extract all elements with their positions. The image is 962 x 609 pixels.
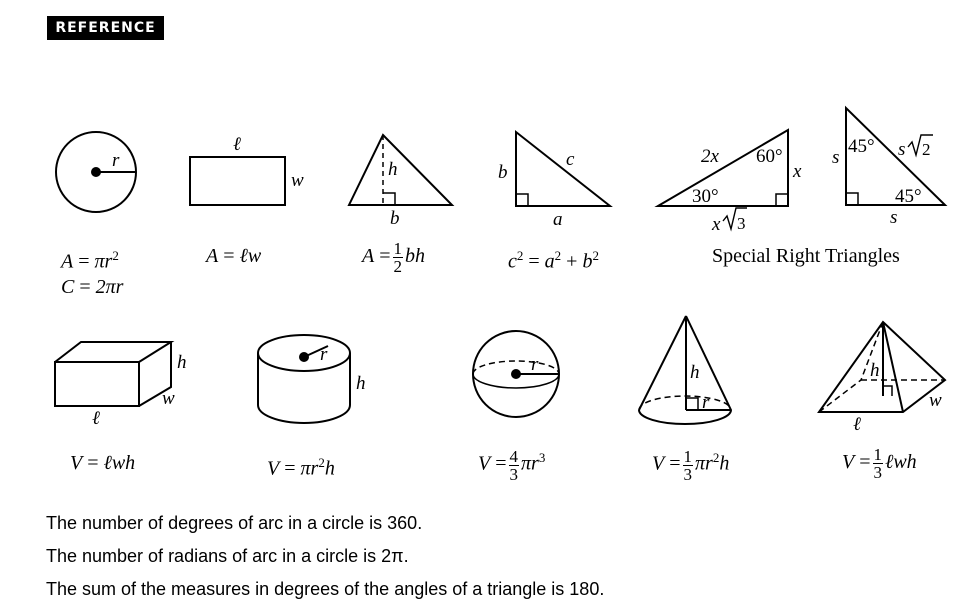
label-h: h [690, 362, 700, 383]
label-r: r [702, 392, 710, 413]
label-x: x [793, 161, 802, 182]
triangle-area-formula: A = $\frac{1}{2}$ bh [362, 239, 425, 276]
rectangle-figure [190, 134, 304, 205]
label-c: c [566, 149, 575, 170]
pyramid-figure [819, 322, 945, 435]
label-s: s [890, 207, 898, 228]
label-root-2: 2 [922, 140, 931, 159]
label-l: ℓ [853, 414, 861, 435]
label-r: r [531, 354, 539, 375]
reference-badge: REFERENCE [47, 16, 164, 40]
label-45-degrees: 45° [848, 136, 875, 157]
note-triangle-sum: The sum of the measures in degrees of the angles of a triangle is 180. [46, 579, 605, 599]
label-a: a [553, 209, 563, 230]
note-radians: The number of radians of arc in a circle is 2π. [46, 546, 409, 566]
cylinder-volume-formula: $V = \pi r^2h$ [267, 455, 335, 480]
label-2x: 2x [701, 146, 719, 167]
label-l: ℓ [92, 408, 100, 429]
label-root-3: 3 [737, 214, 746, 233]
pythagorean-formula: $c^2 = a^2 + b^2$ [508, 248, 599, 273]
label-b: b [498, 162, 508, 183]
label-60-degrees: 60° [756, 146, 783, 167]
label-w: w [929, 390, 942, 411]
label-w: w [291, 170, 304, 191]
label-r: r [320, 344, 328, 365]
sphere-figure [473, 331, 559, 417]
label-s: s [832, 147, 840, 168]
label-h: h [388, 159, 398, 180]
right-triangle-figure [498, 132, 610, 230]
triangle-30-60-90 [658, 130, 802, 235]
triangle-45-45-90 [832, 108, 945, 228]
label-x: x [712, 214, 721, 235]
pyramid-volume-formula: V = $\frac{1}{3}$ ℓwh [842, 445, 917, 482]
circumference-formula: C = 2πr [61, 276, 124, 298]
label-h: h [356, 373, 366, 394]
label-45-degrees: 45° [895, 186, 922, 207]
label-l: ℓ [233, 134, 241, 155]
label-b: b [390, 208, 400, 229]
rectangle-area-formula: A = ℓw [206, 245, 262, 267]
label-30-degrees: 30° [692, 186, 719, 207]
label-h: h [177, 352, 187, 373]
cone-volume-formula: V = $\frac{1}{3}$ $\pi r^2h$ [652, 446, 730, 484]
circle-figure [56, 132, 136, 212]
circle-area-formula: $A = \pi r^2$ [61, 248, 119, 273]
special-right-triangles-caption: Special Right Triangles [712, 245, 900, 267]
label-w: w [162, 388, 175, 409]
label-h: h [870, 360, 880, 381]
label-r: r [112, 150, 120, 171]
note-degrees: The number of degrees of arc in a circle is 360. [46, 513, 423, 533]
box-figure [55, 342, 187, 429]
label-s: s [898, 139, 906, 160]
sphere-volume-formula: V = $\frac{4}{3}$ $\pi r^3$ [478, 446, 546, 484]
box-volume-formula: V = ℓwh [70, 452, 136, 474]
cone-figure [639, 316, 731, 424]
triangle-figure [349, 135, 452, 229]
cylinder-figure [258, 335, 366, 423]
